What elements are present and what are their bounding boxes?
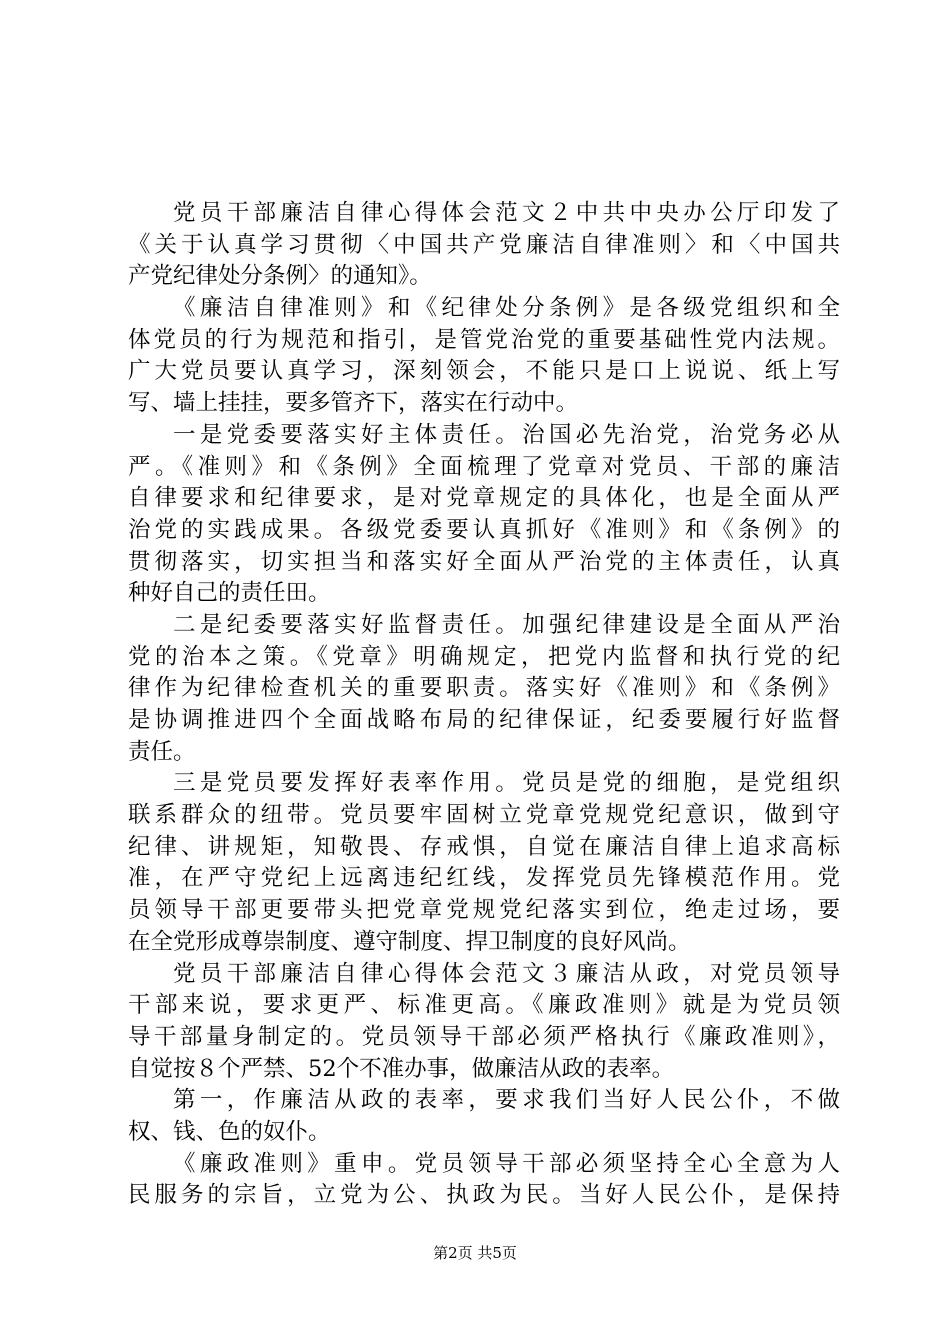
text-line: 治党的实践成果。各级党委要认真抓好《准则》和《条例》的 (128, 516, 840, 543)
text-line: 种好自己的责任田。 (128, 580, 331, 607)
text-line: 二是纪委要落实好监督责任。加强纪律建设是全面从严治 (173, 611, 840, 638)
text-line: 党员干部廉洁自律心得体会范文２中共中央办公厅印发了 (173, 200, 840, 226)
text-line: 自觉按８个严禁、52个不准办事，做廉洁从政的表率。 (128, 1055, 675, 1082)
text-line: 在全党形成尊崇制度、遵守制度、捍卫制度的良好风尚。 (128, 928, 691, 955)
text-line: 体党员的行为规范和指引，是管党治党的重要基础性党内法规。 (128, 326, 840, 353)
text-line: 律作为纪律检查机关的重要职责。落实好《准则》和《条例》 (128, 675, 840, 702)
text-line: 员领导干部更要带头把党章党规党纪落实到位，绝走过场，要 (128, 897, 840, 924)
page-number-footer: 第2页 共5页 (433, 1244, 517, 1262)
text-line: 严。《准则》和《条例》全面梳理了党章对党员、干部的廉洁 (128, 453, 840, 480)
text-line: 《廉洁自律准则》和《纪律处分条例》是各级党组织和全 (173, 295, 840, 322)
text-line: 民服务的宗旨，立党为公、执政为民。当好人民公仆，是保持 (128, 1182, 840, 1209)
text-line: 权、钱、色的奴仆。 (128, 1118, 331, 1145)
text-line: 《关于认真学习贯彻〈中国共产党廉洁自律准则〉和〈中国共 (128, 231, 840, 258)
text-line: 联系群众的纽带。党员要牢固树立党章党规党纪意识，做到守 (128, 802, 840, 829)
text-line: 贯彻落实，切实担当和落实好全面从严治党的主体责任，认真 (128, 548, 840, 575)
text-line: 《廉政准则》重申。党员领导干部必须坚持全心全意为人 (173, 1150, 840, 1177)
text-line: 一是党委要落实好主体责任。治国必先治党，治党务必从 (173, 421, 840, 448)
text-line: 责任。 (128, 738, 196, 765)
text-line: 写、墙上挂挂，要多管齐下，落实在行动中。 (128, 390, 579, 417)
text-line: 广大党员要认真学习，深刻领会，不能只是口上说说、纸上写 (128, 358, 840, 385)
text-line: 党员干部廉洁自律心得体会范文３廉洁从政，对党员领导 (173, 960, 840, 987)
text-line: 准，在严守党纪上远离违纪红线，发挥党员先锋模范作用。党 (128, 865, 840, 892)
text-line: 干部来说，要求更严、标准更高。《廉政准则》就是为党员领 (128, 992, 840, 1019)
text-line: 是协调推进四个全面战略布局的纪律保证，纪委要履行好监督 (128, 707, 840, 733)
text-line: 纪律、讲规矩，知敬畏、存戒惧，自觉在廉洁自律上追求高标 (128, 833, 840, 860)
text-line: 产党纪律处分条例〉的通知》。 (128, 263, 432, 290)
text-line: 党的治本之策。《党章》明确规定，把党内监督和执行党的纪 (128, 643, 840, 670)
text-line: 第一，作廉洁从政的表率，要求我们当好人民公仆，不做 (173, 1087, 840, 1114)
text-line: 导干部量身制定的。党员领导干部必须严格执行《廉政准则》， (128, 1023, 840, 1050)
text-line: 自律要求和纪律要求，是对党章规定的具体化，也是全面从严 (128, 485, 840, 512)
text-line: 三是党员要发挥好表率作用。党员是党的细胞，是党组织 (173, 770, 840, 797)
document-body (128, 198, 840, 1212)
